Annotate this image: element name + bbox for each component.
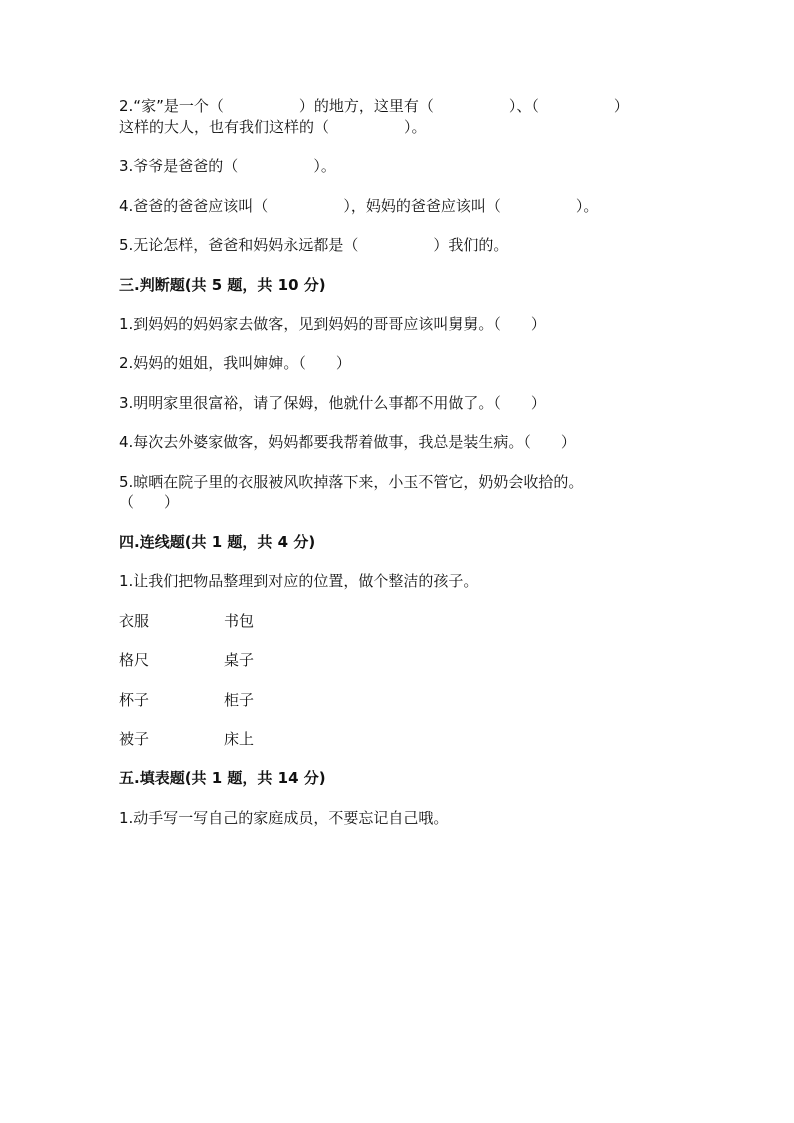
- match-question-1: 1.让我们把物品整理到对应的位置，做个整洁的孩子。: [119, 572, 479, 590]
- match-right-item: 柜子: [224, 691, 255, 709]
- section-5-title: 五.填表题(共 1 题，共 14 分): [119, 769, 326, 787]
- judge-question-3: 3.明明家里很富裕，请了保姆，他就什么事都不用做了。（ ）: [119, 394, 546, 412]
- match-left-item: 杯子: [119, 691, 150, 709]
- judge-question-5-answer: （ ）: [119, 493, 180, 511]
- section-4-title: 四.连线题(共 1 题，共 4 分): [119, 533, 316, 551]
- fill-question-2-line-1: 2.“家”是一个（ ）的地方，这里有（ ）、（ ）: [119, 97, 629, 115]
- table-question-1: 1.动手写一写自己的家庭成员，不要忘记自己哦。: [119, 809, 449, 827]
- judge-question-1: 1.到妈妈的妈妈家去做客，见到妈妈的哥哥应该叫舅舅。（ ）: [119, 315, 546, 333]
- judge-question-5: 5.晾晒在院子里的衣服被风吹掉落下来，小玉不管它，奶奶会收拾的。: [119, 473, 584, 491]
- judge-question-2: 2.妈妈的姐姐，我叫婶婶。（ ）: [119, 354, 351, 372]
- judge-question-4: 4.每次去外婆家做客，妈妈都要我帮着做事，我总是装生病。（ ）: [119, 433, 576, 451]
- match-left-item: 格尺: [119, 651, 150, 669]
- match-left-item: 衣服: [119, 612, 150, 630]
- match-right-item: 桌子: [224, 651, 255, 669]
- match-left-item: 被子: [119, 730, 150, 748]
- fill-question-3: 3.爷爷是爸爸的（ ）。: [119, 157, 336, 175]
- section-3-title: 三.判断题(共 5 题，共 10 分): [119, 276, 326, 294]
- match-right-item: 书包: [224, 612, 255, 630]
- match-right-item: 床上: [224, 730, 255, 748]
- fill-question-2-line-2: 这样的大人，也有我们这样的（ ）。: [119, 118, 427, 136]
- fill-question-5: 5.无论怎样，爸爸和妈妈永远都是（ ）我们的。: [119, 236, 509, 254]
- fill-question-4: 4.爸爸的爸爸应该叫（ ），妈妈的爸爸应该叫（ ）。: [119, 197, 599, 215]
